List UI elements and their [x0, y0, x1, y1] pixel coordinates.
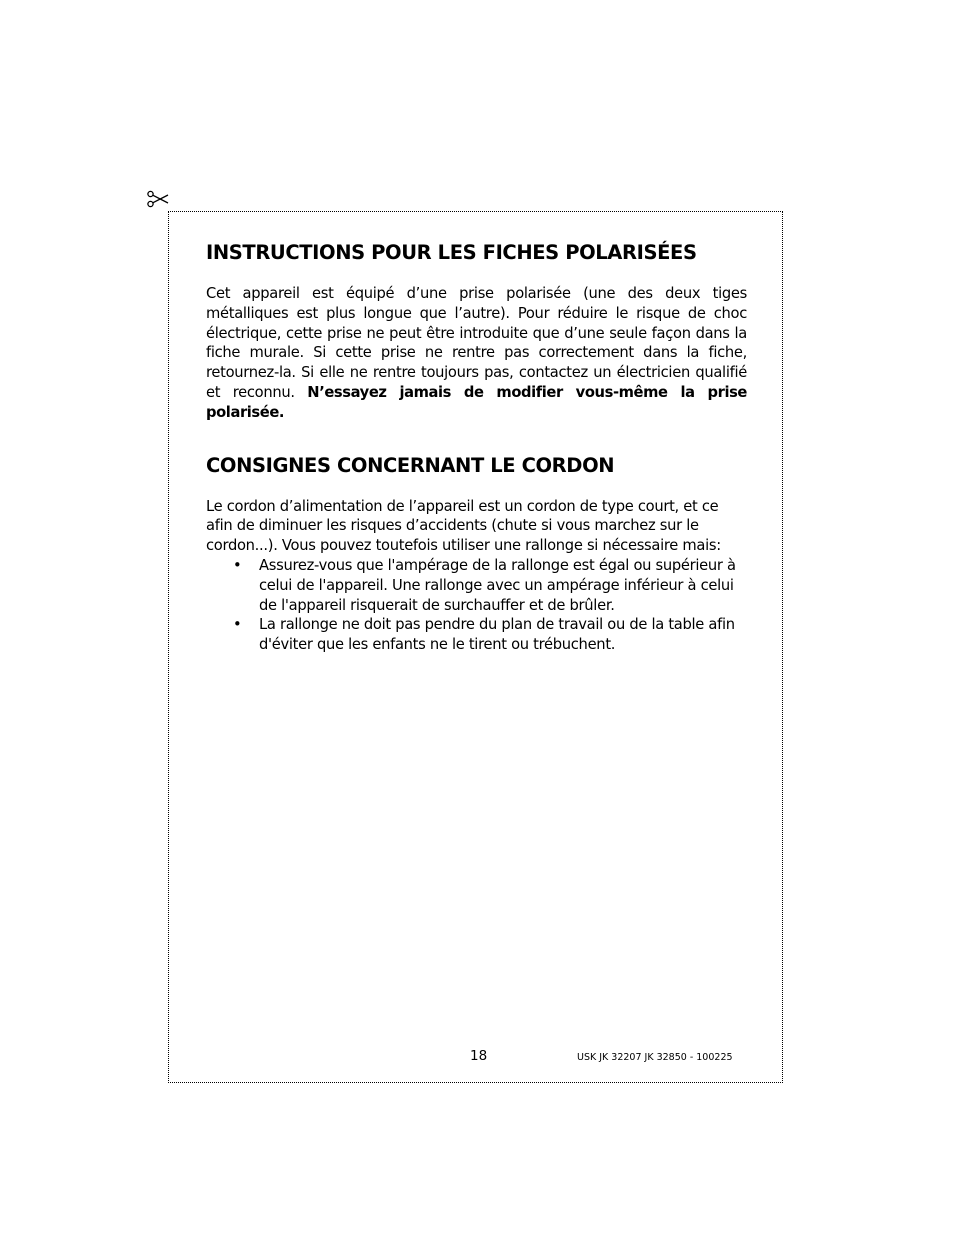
cord-intro-paragraph: Le cordon d’alimentation de l’appareil est un cordon de type court, et ce afin de diminuer les risques d’accidents (chute si vous marchez sur le cordon...). Vous pouvez toutefois utiliser une rallonge si nécessaire mais: — [206, 497, 721, 555]
polarized-plug-warning: N’essayez jamais de modifier vous-même la prise polarisée. — [206, 383, 747, 421]
polarized-plug-text: Cet appareil est équipé d’une prise polarisée (une des deux tiges métalliques est plus longue que l’autre). Pour réduire le risque de choc électrique, cette prise ne peut être introduite que d’une seule façon dans la fiche murale. Si cette prise ne rentre pas correctement dans la fiche, retournez-la. Si elle ne rentre toujours pas, contactez un électricien qualifié et reconnu. — [206, 285, 747, 401]
list-item — [206, 556, 747, 615]
bullet-icon: • — [233, 556, 242, 574]
section-title-polarized-plugs: INSTRUCTIONS POUR LES FICHES POLARISÉES — [206, 241, 697, 264]
list-item-text: La rallonge ne doit pas pendre du plan de travail ou de la table afin d'éviter que les enfants ne le tirent ou trébuchent. — [259, 616, 735, 654]
page-number: 18 — [470, 1048, 488, 1064]
polarized-plug-paragraph — [206, 284, 747, 423]
section-title-cord-instructions: CONSIGNES CONCERNANT LE CORDON — [206, 453, 615, 477]
list-item-text: Assurez-vous que l'ampérage de la rallonge est égal ou supérieur à celui de l'appareil. Une rallonge avec un ampérage inférieur à celui de l'appareil risquerait de surchauffer et de brûler. — [259, 556, 736, 614]
cord-bullet-list — [206, 556, 747, 655]
document-code: USK JK 32207 JK 32850 - 100225 — [577, 1052, 733, 1063]
scissors-icon — [146, 188, 170, 210]
list-item — [206, 615, 747, 655]
bullet-icon: • — [233, 616, 242, 634]
page-content — [206, 236, 747, 655]
